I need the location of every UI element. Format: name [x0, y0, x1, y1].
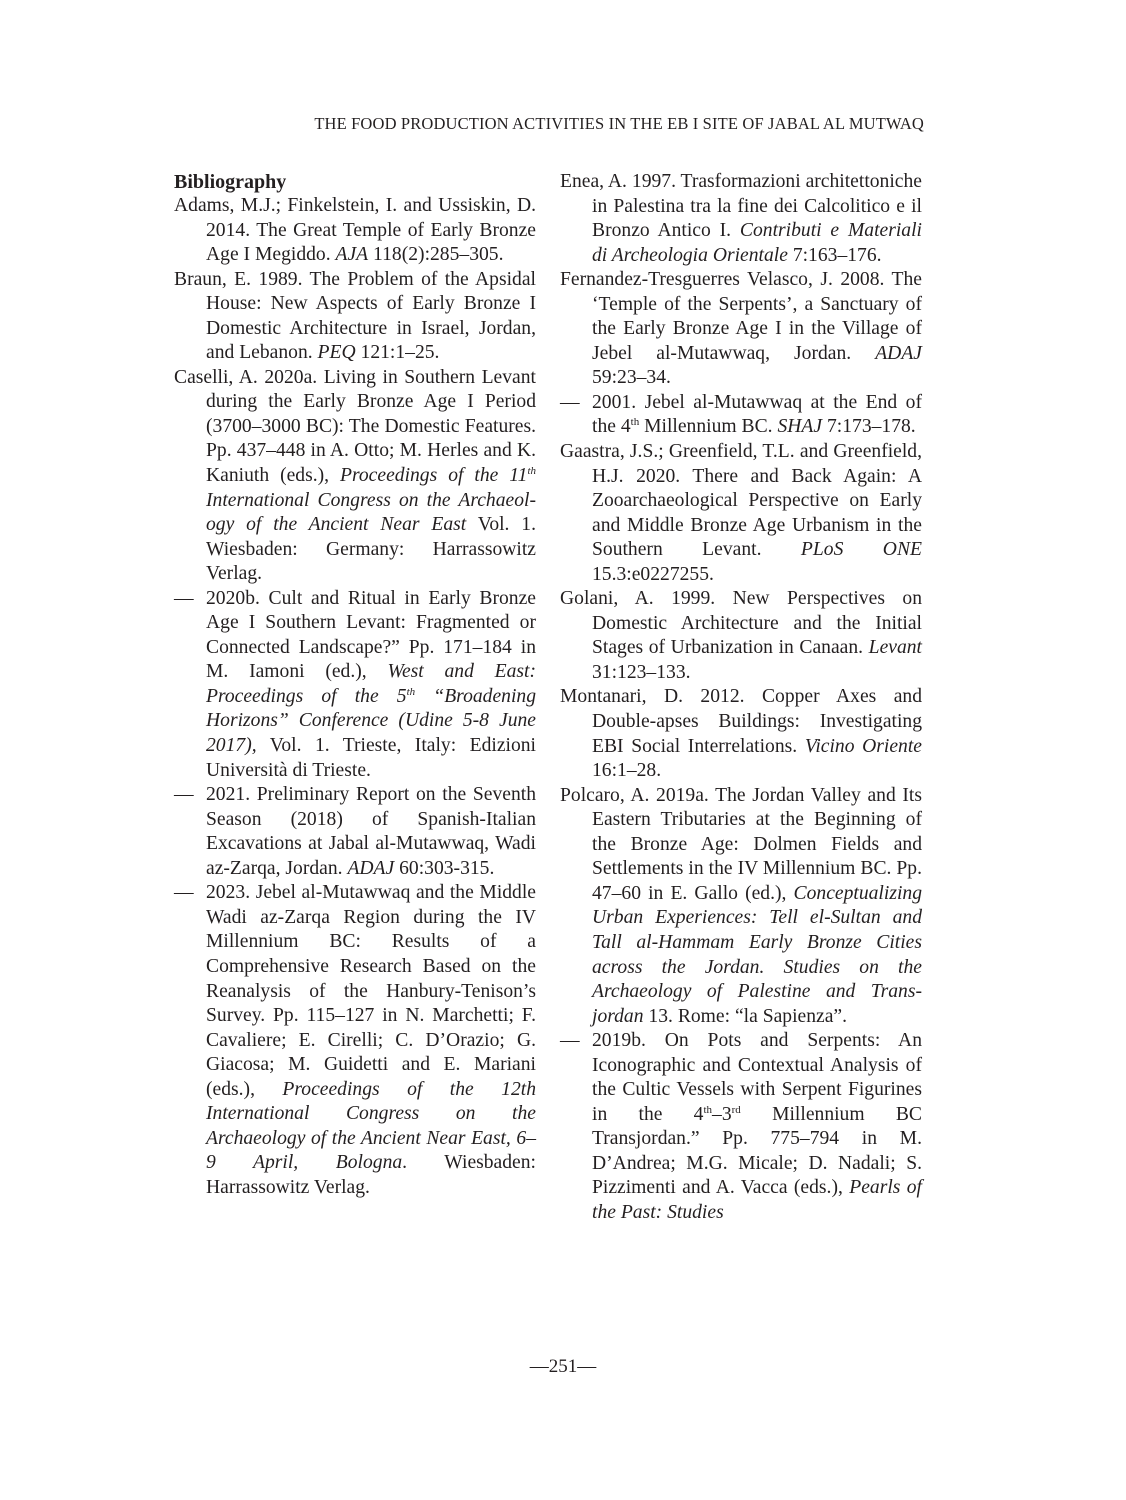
entry-text: 2021. Preliminary Report on the Seventh Season (2018) of Spanish-Italian Excavations at Jabal al-Mutawwaq, Wadi az-Zarqa, Jordan.	[206, 784, 536, 879]
ordinal-superscript: rd	[731, 1103, 741, 1116]
entry-text: Golani, A. 1999. New Perspectives on Domestic Architecture and the Initial Stages of Urbanization in Canaan.	[560, 588, 922, 659]
italic-title: Vicino Oriente	[804, 735, 922, 757]
italic-title: International Congress on the Archaeology of the Ancient Near East	[206, 489, 536, 536]
italic-title: PEQ	[317, 342, 356, 364]
entry-text: 31:123–133.	[592, 661, 691, 683]
entry-text: Braun, E. 1989. The Problem of the Apsidal House: New Aspects of Early Bronze I Domestic Architecture in Israel, Jordan, and Lebanon.	[174, 268, 536, 364]
entry-text: Fernandez-Tresguerres Velasco, J. 2008. The ‘Temple of the Serpents’, a Sanctuary of the Early Bronze Age I in the Village of Jebel al-Mutawwaq, Jordan.	[560, 269, 922, 364]
entry-text: 118(2):285–305.	[368, 244, 504, 266]
entry-text: . Wiesbaden: Harrassowitz Verlag.	[206, 1152, 536, 1198]
italic-title: ADAJ	[347, 857, 395, 879]
entry-text: 16:1–28.	[592, 760, 662, 782]
bibliography-entry	[174, 881, 536, 1200]
bibliography-entry	[560, 587, 922, 685]
entry-text: –3	[712, 1103, 732, 1125]
italic-title: Proceedings of the 11	[340, 465, 528, 487]
bibliography-entry	[560, 170, 922, 268]
bibliography-column-left	[174, 170, 536, 1200]
entry-text: 2019b. On Pots and Serpents: An Iconographic and Contextual Analysis of the Cultic Vessels with Serpent Figurines in the 4	[592, 1030, 922, 1125]
entry-text: Vol. 1. Trieste, Italy: Edizioni Università di Trieste.	[206, 735, 536, 781]
entry-text: 7:173–178.	[822, 416, 916, 438]
ordinal-superscript: th	[527, 465, 536, 478]
entry-text: 59:23–34.	[592, 367, 671, 389]
entry-text: Adams, M.J.; Finkelstein, I. and Ussiskin, D. 2014. The Great Temple of Early Bronze Age I Megiddo.	[174, 195, 536, 266]
bibliography-entry	[560, 268, 922, 391]
italic-title: ADAJ	[875, 342, 922, 364]
section-title: Bibliography	[174, 171, 287, 193]
entry-text: 7:163–176.	[787, 244, 882, 266]
entry-text: Polcaro, A. 2019a. The Jordan Valley and Its Eastern Tributaries at the Beginning of the Bronze Age: Dolmen Fields and Settlements in the IV Millennium BC. Pp. 47–60 in E. Gallo (ed.),	[560, 784, 922, 904]
entry-text: 2020b. Cult and Ritual in Early Bronze Age I Southern Levant: Fragmented or Connected Landscape?” Pp. 171–184 in M. Iamoni (ed.),	[206, 587, 536, 683]
ordinal-superscript: th	[406, 685, 416, 698]
bibliography-entry	[174, 366, 536, 587]
italic-title: SHAJ	[777, 416, 823, 438]
bibliography-entry	[560, 440, 922, 587]
italic-title: PLoS ONE	[800, 539, 922, 561]
italic-title: Conceptualizing Urban Experiences: Tell el-Sultan and Tall al-Hammam Early Bronze Cities across the Jordan. Studies on the Archaeology of Palestine and Transjordan	[592, 882, 922, 1027]
bibliography-entry	[174, 268, 536, 366]
entry-text: 2001. Jebel al-Mutawwaq at the End of the 4	[592, 391, 922, 438]
entry-text: 121:1–25.	[355, 342, 440, 364]
bibliography-entry	[174, 194, 536, 268]
bibliography-entry	[174, 587, 536, 783]
italic-title: Contributi e Materiali di Archeologia Orientale	[592, 220, 922, 266]
entry-text: 15.3:e0227255.	[592, 563, 714, 585]
bibliography-entry	[560, 391, 922, 440]
same-author-dash: —	[174, 587, 194, 609]
entry-text: Enea, A. 1997. Trasformazioni architettoniche in Palestina tra la fine dei Calcolitico e il Bronzo Antico I.	[560, 171, 922, 242]
entry-text: Millennium BC.	[639, 416, 778, 438]
bibliography-entry	[174, 783, 536, 881]
entry-text: Gaastra, J.S.; Greenfield, T.L. and Greenfield, H.J. 2020. There and Back Again: A Zooarchaeological Perspective on Early and Middle Bronze Age Urbanism in the Southern Levant.	[560, 441, 922, 561]
same-author-dash: —	[560, 391, 580, 413]
ordinal-superscript: th	[630, 416, 640, 429]
entry-text: 13. Rome: “la Sapienza”.	[643, 1005, 848, 1027]
bibliography-entry	[560, 685, 922, 783]
same-author-dash: —	[560, 1030, 580, 1052]
page-number: —251—	[529, 1356, 597, 1377]
same-author-dash: —	[174, 882, 194, 904]
entry-text: 2023. Jebel al-Mutawwaq and the Middle Wadi az-Zarqa Region during the IV Millennium BC: Results of a Comprehensive Research Based on the Reanalysis of the Hanbury-Tenison’s Survey. Pp. 115–127 in N. Marchetti; F. Cavaliere; E. Cirelli; C. D’Orazio; G. Giacosa; M. Guidetti and E. Mariani (eds.),	[206, 882, 536, 1100]
bibliography-column-right	[560, 170, 922, 1226]
bibliography-entry	[560, 1029, 922, 1225]
entry-text: Vol. 1. Wiesbaden: Germany: Harrassowitz Verlag.	[206, 514, 536, 585]
italic-title: Proceedings of the 12th International Congress on the Archaeology of the Ancient Near East, 6–9 April, Bologna	[206, 1078, 536, 1174]
italic-title: AJA	[335, 244, 369, 266]
italic-title: “Broadening Horizons” Conference (Udine 5-8 June 2017),	[206, 685, 536, 757]
ordinal-superscript: th	[703, 1103, 713, 1116]
entry-text: Millennium BC Transjordan.” Pp. 775–794 in M. D’Andrea; M.G. Micale; D. Nadali; S. Pizzimenti and A. Vacca (eds.),	[592, 1103, 922, 1199]
bibliography-entry	[560, 784, 922, 1029]
italic-title: Levant	[868, 637, 922, 659]
running-head: THE FOOD PRODUCTION ACTIVITIES IN THE EB I SITE OF JABAL AL MUTWAQ	[314, 114, 924, 133]
entry-text: Caselli, A. 2020a. Living in Southern Levant during the Early Bronze Age I Period (3700–3000 BC): The Domestic Features. Pp. 437–448 in A. Otto; M. Herles and K. Kaniuth (eds.),	[174, 366, 536, 487]
italic-title: West and East: Proceedings of the 5	[206, 661, 536, 707]
bibliography-list-right	[560, 170, 922, 1226]
same-author-dash: —	[174, 784, 194, 806]
entry-text: Montanari, D. 2012. Copper Axes and Double-apses Buildings: Investigating EBI Social Interrelations.	[560, 686, 922, 757]
italic-title: Pearls of the Past: Studies	[592, 1177, 922, 1223]
entry-text: 60:303-315.	[394, 857, 495, 879]
bibliography-list-left	[174, 194, 536, 1200]
